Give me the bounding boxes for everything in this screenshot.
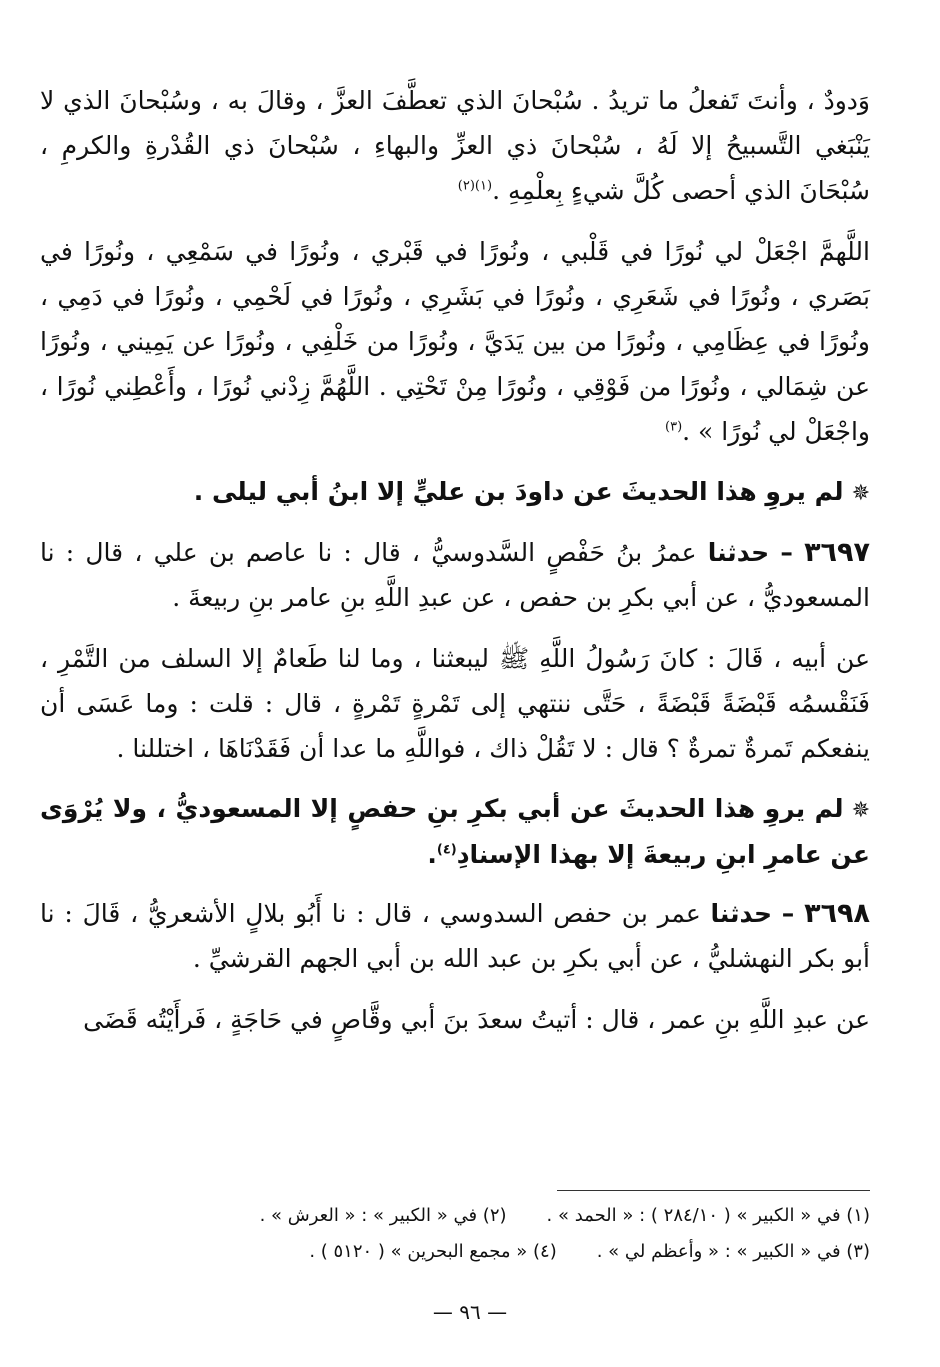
footnote-row	[40, 1198, 870, 1234]
star-icon: ✵	[851, 798, 870, 823]
footnote-item: (٢) في « الكبير » : « العرش » .	[259, 1205, 507, 1226]
hadith-matn	[40, 636, 870, 771]
commentary-note	[40, 470, 870, 516]
hadith-keyword: حدثنا	[710, 899, 772, 928]
note-end: .	[427, 840, 437, 869]
footnote-ref: (٢)	[457, 178, 475, 194]
hadith-isnad	[40, 891, 870, 981]
commentary-note	[40, 787, 870, 877]
footnote-ref: (٤)	[436, 842, 457, 858]
star-icon: ✵	[851, 481, 870, 506]
footnote-item: (٣) في « الكبير » : « وأعظم لي » .	[596, 1241, 870, 1262]
hadith-number: ٣٦٩٨	[804, 898, 871, 929]
footnote-ref: (٣)	[665, 419, 683, 435]
hadith-keyword: حدثنا	[707, 538, 770, 567]
matn-text: عن عبدِ اللَّهِ بنِ عمر ، قال : أتيتُ سعدَ بنَ أبي وقَّاصٍ في حَاجَةٍ ، فَرأَيْتُه قَضَى	[83, 1005, 870, 1034]
note-text: لم يروِ هذا الحديثَ عن داودَ بن عليٍّ إلا ابنُ أبي ليلى .	[193, 477, 844, 506]
footnote-item: (٤) « مجمع البحرين » ( ٥١٢٠ ) .	[309, 1241, 557, 1262]
hadith-separator: –	[781, 899, 795, 928]
note-text: لم يروِ هذا الحديثَ عن أبي بكرِ بنِ حفصٍ إلا المسعوديُّ ، ولا يُرْوَى عن عامرِ ابنِ ربيعةَ إلا بهذا الإسنادِ	[40, 794, 870, 869]
isnad-text: عمر بن حفص السدوسي ، قال : نا أَبُو بلالٍ الأشعريُّ ، قَالَ : نا أبو بكر النهشليُّ ، عن أبي بكرِ بن عبد الله بن أبي الجهم القرشيِّ .	[40, 899, 870, 973]
matn-text: عن أبيه ، قَالَ : كانَ رَسُولُ اللَّهِ ﷺ ليبعثنا ، وما لنا طَعامٌ إلا السلف من التَّمْرِ ، فَنَقْسمُه قَبْضَةً قَبْضَةً ، حَتَّى ننتهي إلى تَمْرةٍ تَمْرةٍ ، قال : قلت : وما عَسَى أن ينفعكم تَمرةٌ تمرةٌ ؟ قال : لا تَقُلْ ذاك ، فواللَّهِ ما عدا أن فَقَدْنَاهَا ، اختللنا .	[40, 644, 870, 763]
footnote-divider	[557, 1190, 870, 1191]
paragraph-text: اللَّهمَّ اجْعَلْ لي نُورًا في قَلْبي ، ونُورًا في قَبْري ، ونُورًا في سَمْعِي ، ونُورًا في بَصَري ، ونُورًا في شَعَرِي ، ونُورًا في بَشَرِي ، ونُورًا في لَحْمِي ، ونُورًا في دَمِي ، ونُورًا في عِظَامِي ، ونُورًا من بين يَدَيَّ ، ونُورًا من خَلْفِي ، ونُورًا عن يَمِيني ، ونُورًا عن شِمَالي ، ونُورًا من فَوْقِي ، ونُورًا مِنْ تَحْتِي . اللَّهُمَّ زِدْني نُورًا ، وأَعْطِني نُورًا ، واجْعَلْ لي نُورًا » .	[40, 237, 870, 446]
footnote-item: (١) في « الكبير » ( ٢٨٤/١٠ ) : « الحمد » .	[546, 1205, 870, 1226]
footnote-row	[40, 1234, 870, 1270]
footnote-ref: (١)	[474, 178, 493, 194]
hadith-number: ٣٦٩٧	[804, 537, 870, 568]
paragraph-tasbih	[40, 78, 870, 213]
hadith-matn	[40, 997, 870, 1042]
hadith-separator: –	[780, 538, 793, 567]
footnotes	[40, 1198, 870, 1270]
page-body	[40, 78, 870, 1058]
paragraph-text: وَدودٌ ، وأنتَ تَفعلُ ما تريدُ . سُبْحانَ الذي تعطَّفَ العزَّ ، وقالَ به ، وسُبْحانَ الذي لا يَنْبَغي التَّسبيحُ إلا لَهُ ، سُبْحانَ ذي العزِّ والبهاءِ ، سُبْحانَ ذي القُدْرةِ والكرمِ ، سُبْحَانَ الذي أحصى كُلَّ شيءٍ بِعلْمِهِ .	[40, 86, 870, 205]
page-number: — ٩٦ —	[432, 1300, 508, 1324]
paragraph-dua	[40, 229, 870, 454]
hadith-isnad	[40, 530, 870, 620]
isnad-text: عمرُ بنُ حَفْصٍ السَّدوسيُّ ، قال : نا عاصم بن علي ، قال : نا المسعوديُّ ، عن أبي بكرِ بن حفص ، عن عبدِ اللَّهِ بنِ عامر بنِ ربيعةَ .	[40, 538, 870, 612]
